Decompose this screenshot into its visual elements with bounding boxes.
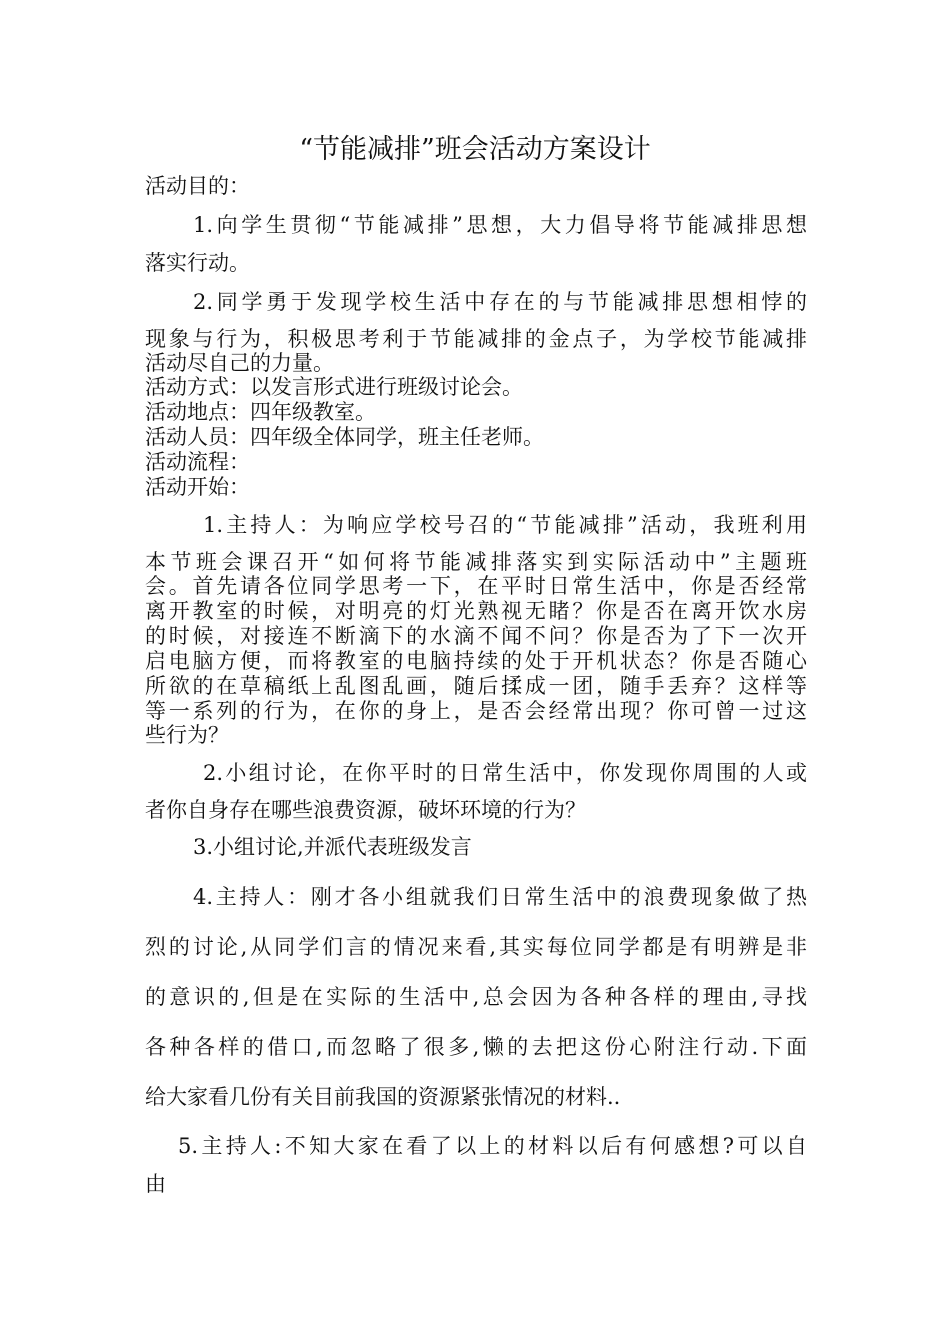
paragraph-line: 1.主持人：为响应学校号召的“节能减排”活动，我班利用 — [203, 513, 807, 537]
paragraph-line: 3.小组讨论,并派代表班级发言 — [193, 835, 472, 859]
paragraph-line: 2.小组讨论，在你平时的日常生活中，你发现你周围的人或 — [203, 761, 807, 785]
paragraph-line: 者你自身存在哪些浪费资源，破坏环境的行为？ — [145, 798, 586, 822]
paragraph-line: 的意识的,但是在实际的生活中,总会因为各种各样的理由,寻找 — [145, 985, 807, 1009]
activity-method: 活动方式：以发言形式进行班级讨论会。 — [145, 375, 523, 399]
paragraph-line: 给大家看几份有关目前我国的资源紧张情况的材料.. — [145, 1085, 621, 1109]
paragraph-line: 烈的讨论,从同学们言的情况来看,其实每位同学都是有明辨是非 — [145, 935, 807, 959]
paragraph-line: 落实行动。 — [145, 251, 250, 275]
document-title: “节能减排”班会活动方案设计 — [299, 134, 651, 165]
activity-process-label: 活动流程： — [145, 450, 250, 474]
paragraph-line: 等一系列的行为，在你的身上，是否会经常出现？你可曾一过这 — [145, 699, 807, 723]
paragraph-line: 活动尽自己的力量。 — [145, 351, 334, 375]
paragraph-line: 所欲的在草稿纸上乱图乱画，随后揉成一团，随手丢弃？这样等 — [145, 674, 807, 698]
paragraph-line: 本节班会课召开“如何将节能减排落实到实际活动中”主题班 — [145, 550, 807, 574]
paragraph-line: 启电脑方便，而将教室的电脑持续的处于开机状态？你是否随心 — [145, 649, 807, 673]
paragraph-line: 离开教室的时候，对明亮的灯光熟视无睹？你是否在离开饮水房 — [145, 599, 807, 623]
section-label-purpose: 活动目的： — [145, 174, 250, 198]
paragraph-line: 由 — [145, 1172, 166, 1196]
activity-start-label: 活动开始： — [145, 475, 250, 499]
paragraph-line: 各种各样的借口,而忽略了很多,懒的去把这份心附注行动.下面 — [145, 1035, 807, 1059]
activity-location: 活动地点：四年级教室。 — [145, 400, 376, 424]
paragraph-line: 5.主持人:不知大家在看了以上的材料以后有何感想?可以自 — [178, 1134, 807, 1158]
paragraph-line: 的时候，对接连不断滴下的水滴不闻不问？你是否为了下一次开 — [145, 624, 807, 648]
activity-participants: 活动人员：四年级全体同学，班主任老师。 — [145, 425, 544, 449]
paragraph-line: 会。首先请各位同学思考一下，在平时日常生活中，你是否经常 — [145, 574, 807, 598]
paragraph-line: 2.同学勇于发现学校生活中存在的与节能减排思想相悖的 — [193, 290, 807, 314]
paragraph-line: 现象与行为，积极思考利于节能减排的金点子，为学校节能减排 — [145, 327, 807, 351]
paragraph-line: 1.向学生贯彻“节能减排”思想，大力倡导将节能减排思想 — [193, 213, 807, 237]
paragraph-line: 4.主持人：刚才各小组就我们日常生活中的浪费现象做了热 — [193, 885, 807, 909]
paragraph-line: 些行为？ — [145, 723, 229, 747]
